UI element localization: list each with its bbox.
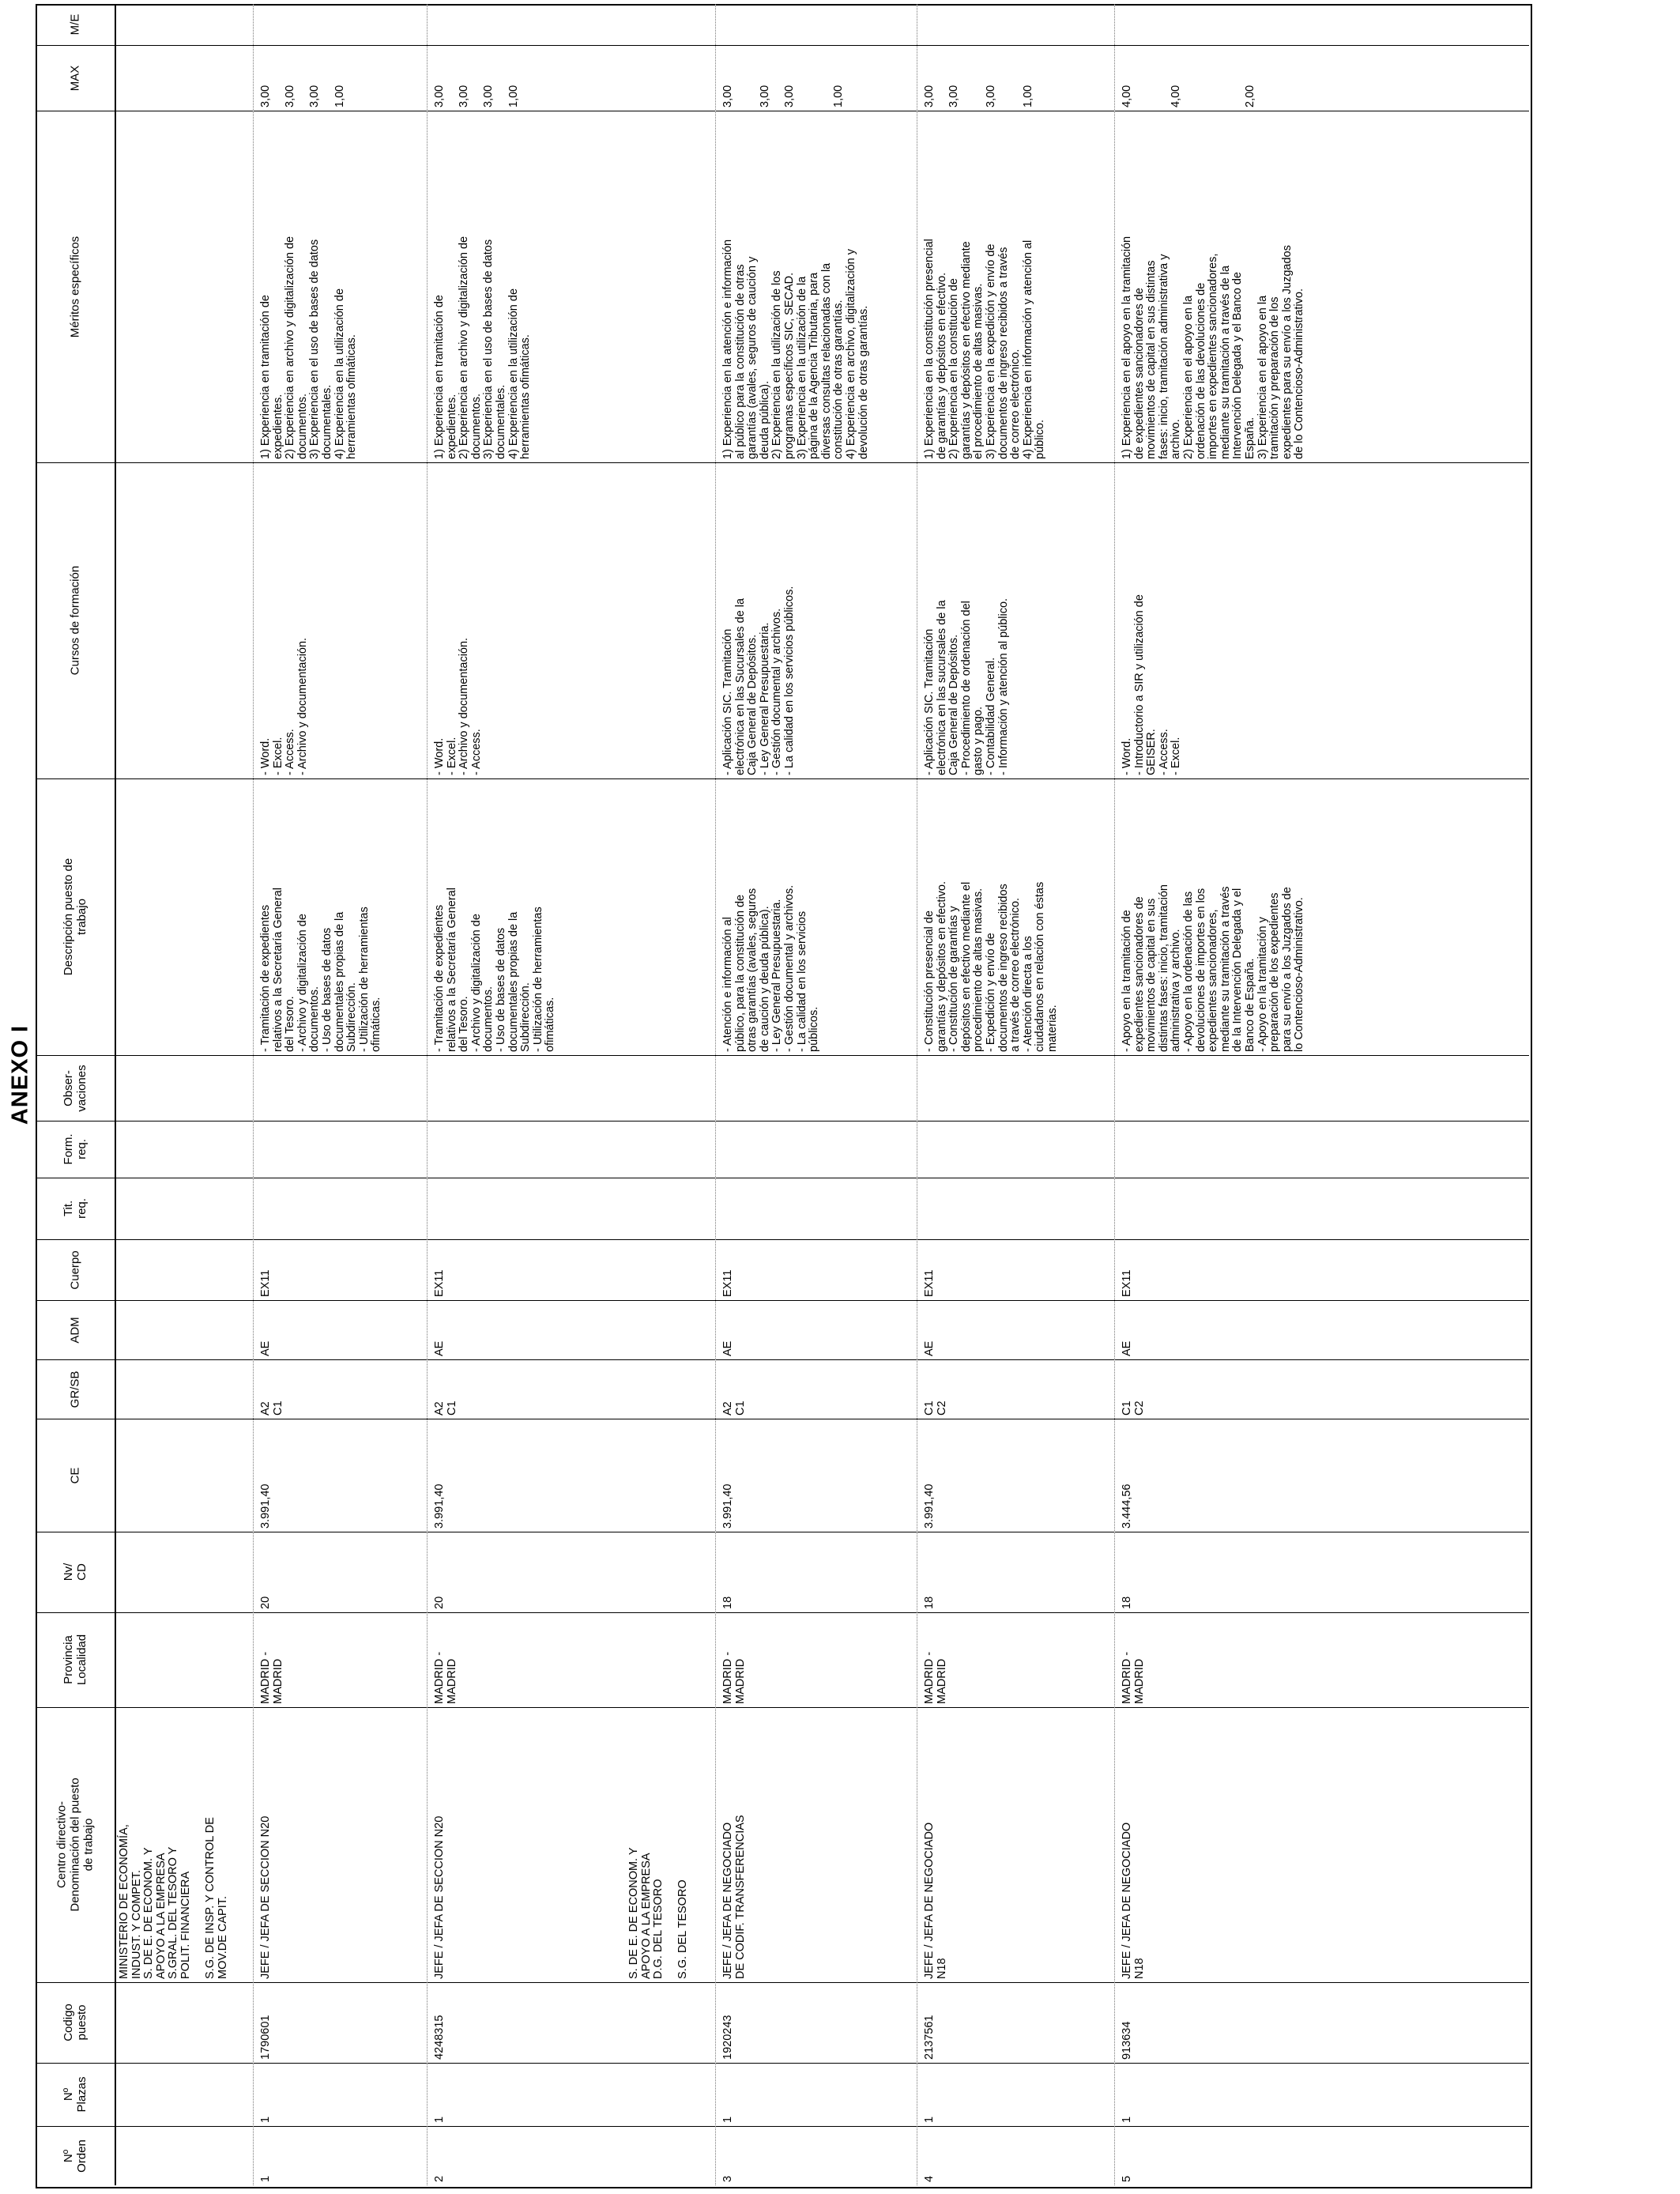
header-label: CE <box>68 1467 82 1483</box>
header-label: GR/SB <box>68 1370 82 1408</box>
column-divider <box>36 2126 1529 2127</box>
row-5-grupo: C1 C2 <box>1121 1400 1146 1416</box>
row-2-provincia: MADRID - MADRID <box>433 1651 458 1704</box>
header-grupo <box>37 1359 113 1419</box>
header-titulacion <box>37 1178 113 1239</box>
row-3-codigo: 1920243 <box>721 2015 734 2060</box>
column-divider <box>36 1121 1529 1122</box>
header-label: Nv/ CD <box>62 1563 89 1581</box>
header-label: Provincia Localidad <box>62 1634 89 1686</box>
row-divider <box>253 4 254 2185</box>
column-divider <box>36 1707 1529 1708</box>
row-divider <box>1114 4 1115 2185</box>
row-1-cursos: - Word. - Excel. - Access. - Archivo y documentación. <box>259 637 309 775</box>
row-2-adm: AE <box>433 1340 446 1356</box>
header-nivel <box>37 1532 113 1612</box>
row-4-cursos: - Aplicación SIC. Tramitación electrónica en las sucursales de la Caja General de Depósitos. - Procedimiento de ordenación del gasto y pago. - Contabilidad General. - Información y atención al público. <box>923 598 1010 775</box>
row-5-nivel: 18 <box>1121 1596 1133 1609</box>
column-divider <box>36 462 1529 463</box>
row-1-adm: AE <box>259 1340 272 1356</box>
row-1-meritos: 1) Experiencia en tramitación de expedientes. 2) Experiencia en archivo y digitalización de documentos. 3) Experiencia en el uso de bases de datos documentales. 4) Experiencia en la utilización de herramientas ofimáticas. <box>259 236 359 459</box>
row-4-max: 3,00 3,00 3,00 1,00 <box>923 85 1034 107</box>
header-codigo <box>37 1982 113 2063</box>
row-5-meritos: 1) Experiencia en el apoyo en la tramitación de expedientes sancionadores de movimientos de capital en sus distintas fases: inicio, tramitación administrativa y archivo. 2) Experiencia en el apoyo en la ordenación de las devoluciones de importes en expedientes sancionadores, mediante su tramitación a través de la Intervención Delegada y el Banco de España. 3) Experiencia en el apoyo en la tramitación y preparación de los expedientes para su envío a los Juzgados de lo Contencioso-Administrativo. <box>1121 236 1306 459</box>
row-1-orden: 1 <box>259 2175 272 2182</box>
row-2-max: 3,00 3,00 3,00 1,00 <box>433 85 520 107</box>
row-4-meritos: 1) Experiencia en la constitución presencial de garantías y depósitos en efectivo. 2) Experiencia en la constitución de garantías y depósitos en efectivo mediante el procedimiento de altas masivas. 3) Experiencia en la expedición y envío de documentos de ingreso recibidos a través de correo electrónico. 4) Experiencia en información y atención al público. <box>923 239 1047 459</box>
row-1-grupo: A2 C1 <box>259 1400 284 1416</box>
row-1-provincia: MADRID - MADRID <box>259 1651 284 1704</box>
header-label: MAX <box>68 65 82 91</box>
row-2-grupo: A2 C1 <box>433 1400 458 1416</box>
header-label: ADM <box>68 1316 82 1344</box>
row-2-descripcion: - Tramitación de expedientes relativos a la Secretaría General del Tesoro. - Archivo y digitalización de documentos. - Uso de bases de datos documentales propias de la Subdirección. - Utilización de herramientas ofimáticas. <box>433 888 557 1052</box>
row-1-max: 3,00 3,00 3,00 1,00 <box>259 85 346 107</box>
column-divider <box>36 1982 1529 1983</box>
header-plazas <box>37 2063 113 2126</box>
row-1-puesto: JEFE / JEFA DE SECCION N20 <box>259 1815 272 1979</box>
header-max <box>37 45 113 111</box>
row-4-orden: 4 <box>923 2175 936 2182</box>
header-label: Form. req. <box>62 1133 89 1165</box>
row-5-codigo: 913634 <box>1121 2021 1133 2060</box>
header-observaciones <box>37 1055 113 1121</box>
row-3-puesto: JEFE / JEFA DE NEGOCIADO DE CODIF. TRANSFERENCIAS <box>721 1815 747 1979</box>
anexo-title: ANEXO I <box>7 1024 33 1125</box>
row-4-codigo: 2137561 <box>923 2015 936 2060</box>
header-label: Tit. req. <box>62 1198 89 1219</box>
header-me <box>37 4 113 45</box>
row-5-adm: AE <box>1121 1340 1133 1356</box>
header-formacion <box>37 1121 113 1178</box>
row-2-puesto: JEFE / JEFA DE SECCION N20 <box>433 1815 446 1979</box>
row-5-descripcion: - Apoyo en la tramitación de expedientes sancionadores de movimientos de capital en sus distintas fases: inicio, tramitación administrativa y archivo. - Apoyo en la ordenación de las devoluciones de importes en los expedientes sancionadores, mediante su tramitación a través de la Intervención Delegada y el Banco de España. - Apoyo en la tramitación y preparación de los expedientes para su envío a los Juzgados de lo Contencioso-Administrativo. <box>1121 884 1306 1052</box>
row-4-plazas: 1 <box>923 2116 936 2123</box>
row-3-adm: AE <box>721 1340 734 1356</box>
row-2-codigo: 4248315 <box>433 2015 446 2060</box>
row-4-adm: AE <box>923 1340 936 1356</box>
row-5-cuerpo: EX11 <box>1121 1269 1133 1297</box>
header-descripcion <box>37 778 113 1055</box>
header-provincia <box>37 1612 113 1707</box>
row-2-ce: 3.991,40 <box>433 1483 446 1529</box>
header-label: Nº Plazas <box>62 2076 89 2113</box>
row-divider <box>427 4 428 2185</box>
row-5-puesto: JEFE / JEFA DE NEGOCIADO N18 <box>1121 1822 1146 1979</box>
row-1-plazas: 1 <box>259 2116 272 2123</box>
row-4-nivel: 18 <box>923 1596 936 1609</box>
header-label: M/E <box>68 13 82 36</box>
header-cursos <box>37 462 113 778</box>
row-2-plazas: 1 <box>433 2116 446 2123</box>
row-4-descripcion: - Constitución presencial de garantías y depósitos en efectivo. - Constitución de garantías y depósitos en efectivo mediante el procedimiento de altas masivas. - Expedición y envío de documentos de ingreso recibidos a través de correo electrónico. - Atención directa a los ciudadanos en relación con éstas materias. <box>923 880 1059 1052</box>
header-label: Centro directivo- Denominación del puesto de trabajo <box>55 1777 96 1912</box>
row-5-max: 4,00 4,00 2,00 <box>1121 85 1256 107</box>
row-3-ce: 3.991,40 <box>721 1483 734 1529</box>
row-1-codigo: 1790601 <box>259 2015 272 2060</box>
row-2-meritos: 1) Experiencia en tramitación de expedientes. 2) Experiencia en archivo y digitalización de documentos. 3) Experiencia en el uso de bases de datos documentales. 4) Experiencia en la utilización de herramientas ofimáticas. <box>433 236 533 459</box>
header-centro <box>37 1707 113 1982</box>
row-3-plazas: 1 <box>721 2116 734 2123</box>
header-label: Cursos de formación <box>68 565 82 676</box>
column-divider <box>36 1239 1529 1240</box>
header-ce <box>37 1419 113 1532</box>
header-label: Nº Orden <box>62 2139 89 2173</box>
row-2-cuerpo: EX11 <box>433 1269 446 1297</box>
column-divider <box>36 45 1529 46</box>
row-3-meritos: 1) Experiencia en la atención e información al público para la constitución de otras garantías (avales, seguros de caución y deuda pública). 2) Experiencia en la utilización de los programas específicos SIC, SECAD. 3) Experiencia en la utilización de la página de la Agencia Tributaria, para diversas consultas relacionadas con la constitución de otras garantías. 4) Experiencia en archivo, digitalización y devolución de otras garantías. <box>721 239 870 459</box>
row-2-cursos: - Word. - Excel. - Archivo y documentación. - Access. <box>433 637 483 775</box>
row-2-orden: 2 <box>433 2175 446 2182</box>
header-meritos <box>37 111 113 462</box>
row-5-cursos: - Word. - Introductorio a SIR y utilización de GEISER. - Access. - Excel. <box>1121 594 1183 775</box>
row-1-nivel: 20 <box>259 1596 272 1609</box>
row-1-cuerpo: EX11 <box>259 1269 272 1297</box>
header-divider <box>115 4 116 2185</box>
column-divider <box>36 1055 1529 1056</box>
row-divider <box>715 4 716 2185</box>
column-divider <box>36 1300 1529 1301</box>
row-5-orden: 5 <box>1121 2175 1133 2182</box>
row-3-cursos: - Aplicación SIC. Tramitación electrónica en las Sucursales de la Caja General de Depósitos. - Ley General Presupuestaria. - Gestión documental y archivos. - La calidad en los servicios públicos. <box>721 586 796 775</box>
row-3-grupo: A2 C1 <box>721 1400 747 1416</box>
row-4-ce: 3.991,40 <box>923 1483 936 1529</box>
row-5-ce: 3.444,56 <box>1121 1483 1133 1529</box>
row-4-puesto: JEFE / JEFA DE NEGOCIADO N18 <box>923 1822 948 1979</box>
row-2-nivel: 20 <box>433 1596 446 1609</box>
header-label: Codigo puesto <box>62 2004 89 2041</box>
row-3-nivel: 18 <box>721 1596 734 1609</box>
column-divider <box>36 2063 1529 2064</box>
row-3-cuerpo: EX11 <box>721 1269 734 1297</box>
row-3-descripcion: - Atención e información al público, para la constitución de otras garantías (avales, seguros de caución y deuda pública). - Ley General Presupuestaria. - Gestión documental y archivos. - La calidad en los servicios públicos. <box>721 884 821 1052</box>
header-label: Méritos específicos <box>68 236 82 337</box>
row-3-provincia: MADRID - MADRID <box>721 1651 747 1704</box>
centro-directivo-block-2: S. DE E. DE ECONOM. Y APOYO A LA EMPRESA D.G. DEL TESORO S.G. DEL TESORO <box>627 1847 690 1979</box>
row-1-descripcion: - Tramitación de expedientes relativos a la Secretaría General del Tesoro. - Archivo y digitalización de documentos. - Uso de bases de datos documentales propias de la Subdirección. - Utilización de herramientas ofimáticas. <box>259 888 383 1052</box>
centro-directivo-block: MINISTERIO DE ECONOMÍA, INDUST. Y COMPET. S. DE E. DE ECONOM. Y APOYO A LA EMPRESA S.GRAL. DEL TESORO Y POLIT. FINANCIERA S.G. DE INSP. Y CONTROL DE MOV.DE CAPIT. <box>118 1817 229 1979</box>
header-label: Cuerpo <box>68 1250 82 1290</box>
row-1-ce: 3.991,40 <box>259 1483 272 1529</box>
column-divider <box>36 1359 1529 1360</box>
header-label: Descripción puesto de trabajo <box>62 858 89 976</box>
header-cuerpo <box>37 1239 113 1300</box>
header-adm <box>37 1300 113 1359</box>
header-orden <box>37 2126 113 2185</box>
column-divider <box>36 778 1529 779</box>
row-3-orden: 3 <box>721 2175 734 2182</box>
row-4-grupo: C1 C2 <box>923 1400 948 1416</box>
row-4-provincia: MADRID - MADRID <box>923 1651 948 1704</box>
row-5-plazas: 1 <box>1121 2116 1133 2123</box>
row-4-cuerpo: EX11 <box>923 1269 936 1297</box>
row-5-provincia: MADRID - MADRID <box>1121 1651 1146 1704</box>
column-divider <box>36 1612 1529 1613</box>
row-3-max: 3,00 3,00 3,00 1,00 <box>721 85 846 107</box>
header-label: Obser- vaciones <box>62 1064 89 1112</box>
